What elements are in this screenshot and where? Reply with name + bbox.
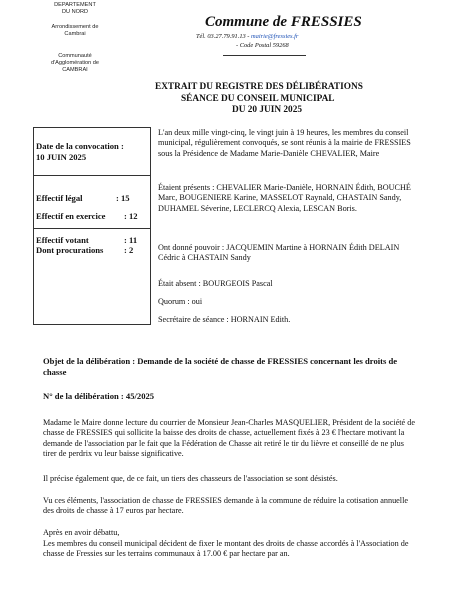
arrondissement-text: Arrondissement de Cambrai <box>51 24 99 37</box>
communaute-label <box>20 53 130 74</box>
commune-contact <box>196 32 298 50</box>
effectif-exercice-value: : 12 <box>124 211 138 221</box>
deliberation-paragraph: Vu ces éléments, l'association de chasse de FRESSIES demande à la commune de réduire la cotisation annuelle des droits de chasse à 17 euros par hectare. <box>43 496 408 516</box>
session-pouvoirs: Ont donné pouvoir : JACQUEMIN Martine à HORNAIN Édith DELAIN Cédric à CHASTAIN Sandy <box>158 243 400 263</box>
effectif-votant-row <box>36 235 148 246</box>
effectif-legal-value: : 15 <box>116 193 130 203</box>
procurations-label: Dont procurations <box>36 245 104 255</box>
procurations-value: : 2 <box>124 245 134 255</box>
deliberation-paragraph: Après en avoir débattu, <box>43 528 120 537</box>
effectif-exercice-row <box>36 211 148 222</box>
convocation-block <box>36 141 148 162</box>
convocation-date: 10 JUIN 2025 <box>36 151 87 162</box>
arrondissement-label <box>20 24 130 38</box>
effectif-votant-value: : 11 <box>124 235 138 245</box>
box-divider <box>33 175 151 176</box>
session-quorum: Quorum : oui <box>158 297 203 306</box>
procurations-row <box>36 245 148 256</box>
effectif-legal-label: Effectif légal <box>36 193 83 203</box>
session-secretaire: Secrétaire de séance : HORNAIN Edith. <box>158 315 291 324</box>
session-intro: L'an deux mille vingt-cinq, le vingt juin à 19 heures, les membres du conseil municipal, régulièrement convoqués, se sont réunis à la mairie de FRESSIES sous la Présidence de Madame Marie-Danièle CHEVALIER, Maire <box>158 128 411 158</box>
session-absent: Était absent : BOURGEOIS Pascal <box>158 279 273 288</box>
deliberation-paragraph: Madame le Maire donne lecture du courrier de Monsieur Jean-Charles MASQUELIER, Président de la société de chasse de FRESSIES qui sollicite la baisse des droits de chasse, actuellement fixés à 23 € l'hectare motivant la demande de l'association par le fait que la Fédération de Chasse ait retiré le tir du lièvre et conseillé de ne plus tirer de perdrix vu leur baisse significative. <box>43 418 415 459</box>
deliberation-paragraph: Il précise également que, de ce fait, un tiers des chasseurs de l'association se sont désistés. <box>43 474 338 483</box>
department-text: DEPARTEMENT DU NORD <box>54 2 96 15</box>
deliberation-numero: N° de la délibération : 45/2025 <box>43 391 155 401</box>
heading-line-2: SÉANCE DU CONSEIL MUNICIPAL <box>181 93 335 104</box>
deliberation-objet: Objet de la délibération : Demande de la société de chasse de FRESSIES concernant les droits de chasse <box>43 356 398 377</box>
commune-email[interactable]: mairie@fressies.fr <box>251 33 299 40</box>
session-presents: Étaient présents : CHEVALIER Marie-Danièle, HORNAIN Édith, BOUCHÉ Marc, BOUGENIERE Karine, MASSELOT Raynald, CHASTAIN Sandy, DUHAMEL Séverine, LECLERCQ Alexia, LESCAN Boris. <box>158 183 411 213</box>
communaute-text: Communauté d'Agglomération de CAMBRAI <box>50 53 100 73</box>
document-heading <box>155 82 363 117</box>
heading-line-1: EXTRAIT DU REGISTRE DES DÉLIBÉRATIONS <box>155 82 363 92</box>
effectif-exercice-label: Effectif en exercice <box>36 211 106 221</box>
box-divider <box>33 228 151 229</box>
convocation-label: Date de la convocation : <box>36 141 124 151</box>
effectif-legal-row <box>36 193 148 204</box>
commune-postal: - Code Postal 59268 <box>236 42 289 49</box>
effectif-votant-label: Effectif votant <box>36 235 89 245</box>
commune-phone: Tél. 03.27.79.91.13 - <box>196 33 250 40</box>
header-divider <box>223 55 306 56</box>
heading-line-3: DU 20 JUIN 2025 <box>232 105 302 115</box>
department-label <box>20 2 130 16</box>
commune-title: Commune de FRESSIES <box>205 14 362 30</box>
deliberation-decision: Les membres du conseil municipal décident de fixer le montant des droits de chasse accordés à l'Association de chasse de Fressies sur les terrains communaux à 17.00 € par hectare par an. <box>43 539 409 559</box>
